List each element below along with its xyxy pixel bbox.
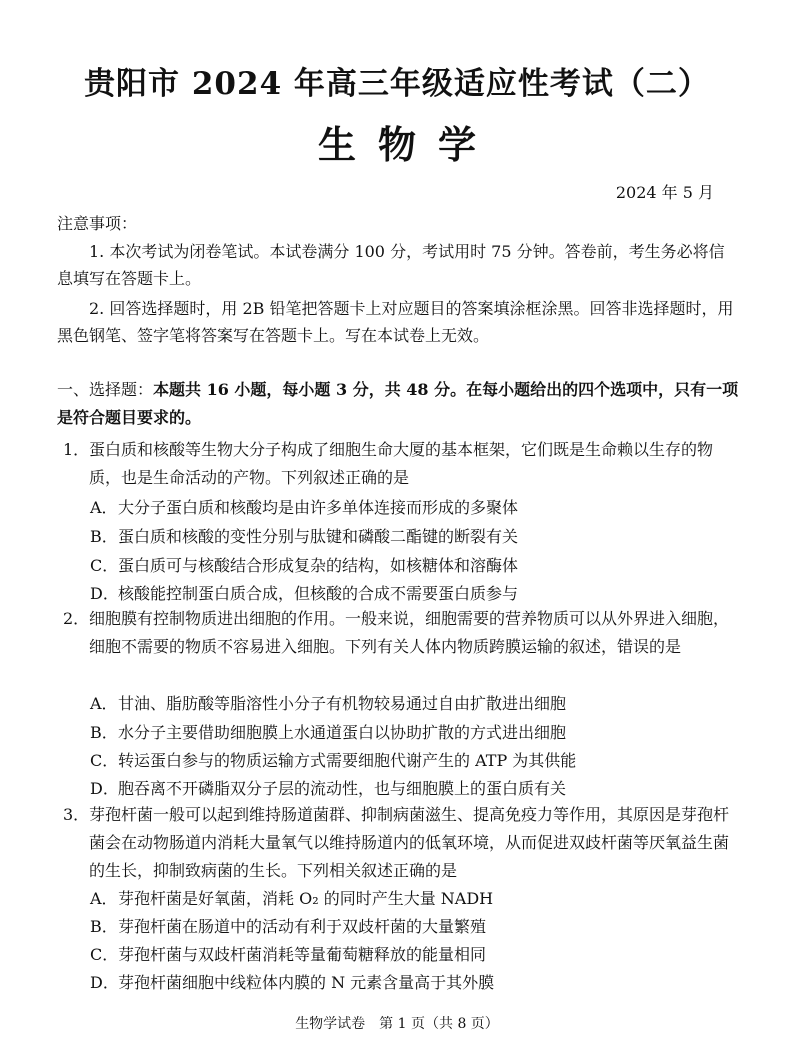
option-letter: D． (90, 779, 119, 798)
note-item: 1. 本次考试为闭卷笔试。本试卷满分 100 分，考试用时 75 分钟。答卷前，考生务必将信息填写在答题卡上。 (57, 242, 725, 288)
option-text: 芽孢杆菌细胞中线粒体内膜的 N 元素含量高于其外膜 (118, 973, 495, 992)
option-c (90, 553, 740, 576)
option-letter: C． (90, 556, 119, 575)
option-letter: C． (90, 945, 119, 964)
note-item: 2. 回答选择题时，用 2B 铅笔把答题卡上对应题目的答案填涂框涂黑。回答非选择题时，用黑色钢笔、签字笔将答案写在答题卡上。写在本试卷上无效。 (57, 299, 734, 345)
question-2 (63, 605, 743, 661)
option-b (90, 524, 740, 547)
option-c (90, 748, 740, 771)
question-stem: 细胞膜有控制物质进出细胞的作用。一般来说，细胞需要的营养物质可以从外界进入细胞，细胞不需要的物质不容易进入细胞。下列有关人体内物质跨膜运输的叙述，错误的是 (89, 609, 730, 656)
question-stem: 芽孢杆菌一般可以起到维持肠道菌群、抑制病菌滋生、提高免疫力等作用，其原因是芽孢杆菌会在动物肠道内消耗大量氧气以维持肠道内的低氧环境，从而促进双歧杆菌等厌氧益生菌的生长，抑制致病菌的生长。下列相关叙述正确的是 (89, 805, 730, 880)
option-d (90, 970, 740, 993)
exam-date: 2024 年 5 月 (615, 183, 714, 202)
section-heading (57, 376, 747, 432)
option-letter: A． (90, 889, 118, 908)
option-letter: C． (90, 751, 119, 770)
exam-title: 贵阳市 2024 年高三年级适应性考试（二） (84, 66, 710, 102)
option-letter: A． (90, 694, 118, 713)
notes-heading: 注意事项： (57, 214, 138, 233)
option-a (90, 495, 740, 518)
question-stem: 蛋白质和核酸等生物大分子构成了细胞生命大厦的基本框架，它们既是生命赖以生存的物质，也是生命活动的产物。下列叙述正确的是 (89, 440, 714, 487)
question-3 (63, 801, 743, 885)
option-text: 胞吞离不开磷脂双分子层的流动性，也与细胞膜上的蛋白质有关 (118, 779, 567, 798)
option-text: 甘油、脂肪酸等脂溶性小分子有机物较易通过自由扩散进出细胞 (118, 694, 567, 713)
question-number: 3． (63, 805, 90, 824)
option-text: 水分子主要借助细胞膜上水通道蛋白以协助扩散的方式进出细胞 (118, 723, 567, 742)
option-letter: D． (90, 584, 119, 603)
option-letter: B． (90, 723, 118, 742)
option-a (90, 691, 740, 714)
option-text: 蛋白质可与核酸结合形成复杂的结构，如核糖体和溶酶体 (118, 556, 519, 575)
question-1 (63, 436, 743, 492)
option-text: 芽孢杆菌是好氧菌，消耗 O₂ 的同时产生大量 NADH (118, 889, 494, 908)
option-text: 转运蛋白参与的物质运输方式需要细胞代谢产生的 ATP 为其供能 (118, 751, 577, 770)
option-b (90, 720, 740, 743)
question-number: 1． (63, 440, 90, 459)
section-lead: 一、选择题： (57, 380, 154, 399)
subject-title: 生物学 (317, 122, 498, 167)
question-number: 2． (63, 609, 90, 628)
option-d (90, 581, 740, 604)
option-letter: B． (90, 917, 118, 936)
option-letter: D． (90, 973, 119, 992)
option-text: 芽孢杆菌在肠道中的活动有利于双歧杆菌的大量繁殖 (118, 917, 487, 936)
option-c (90, 942, 740, 965)
page-footer: 生物学试卷 第 1 页（共 8 页） (295, 1016, 499, 1032)
option-text: 大分子蛋白质和核酸均是由许多单体连接而形成的多聚体 (118, 498, 519, 517)
option-letter: B． (90, 527, 118, 546)
option-a (90, 886, 740, 909)
option-text: 蛋白质和核酸的变性分别与肽键和磷酸二酯键的断裂有关 (118, 527, 519, 546)
option-text: 芽孢杆菌与双歧杆菌消耗等量葡萄糖释放的能量相同 (118, 945, 487, 964)
option-d (90, 776, 740, 799)
section-instructions: 本题共 16 小题，每小题 3 分，共 48 分。在每小题给出的四个选项中，只有一项是符合题目要求的。 (57, 380, 739, 427)
option-text: 核酸能控制蛋白质合成，但核酸的合成不需要蛋白质参与 (118, 584, 519, 603)
option-b (90, 914, 740, 937)
option-letter: A． (90, 498, 118, 517)
